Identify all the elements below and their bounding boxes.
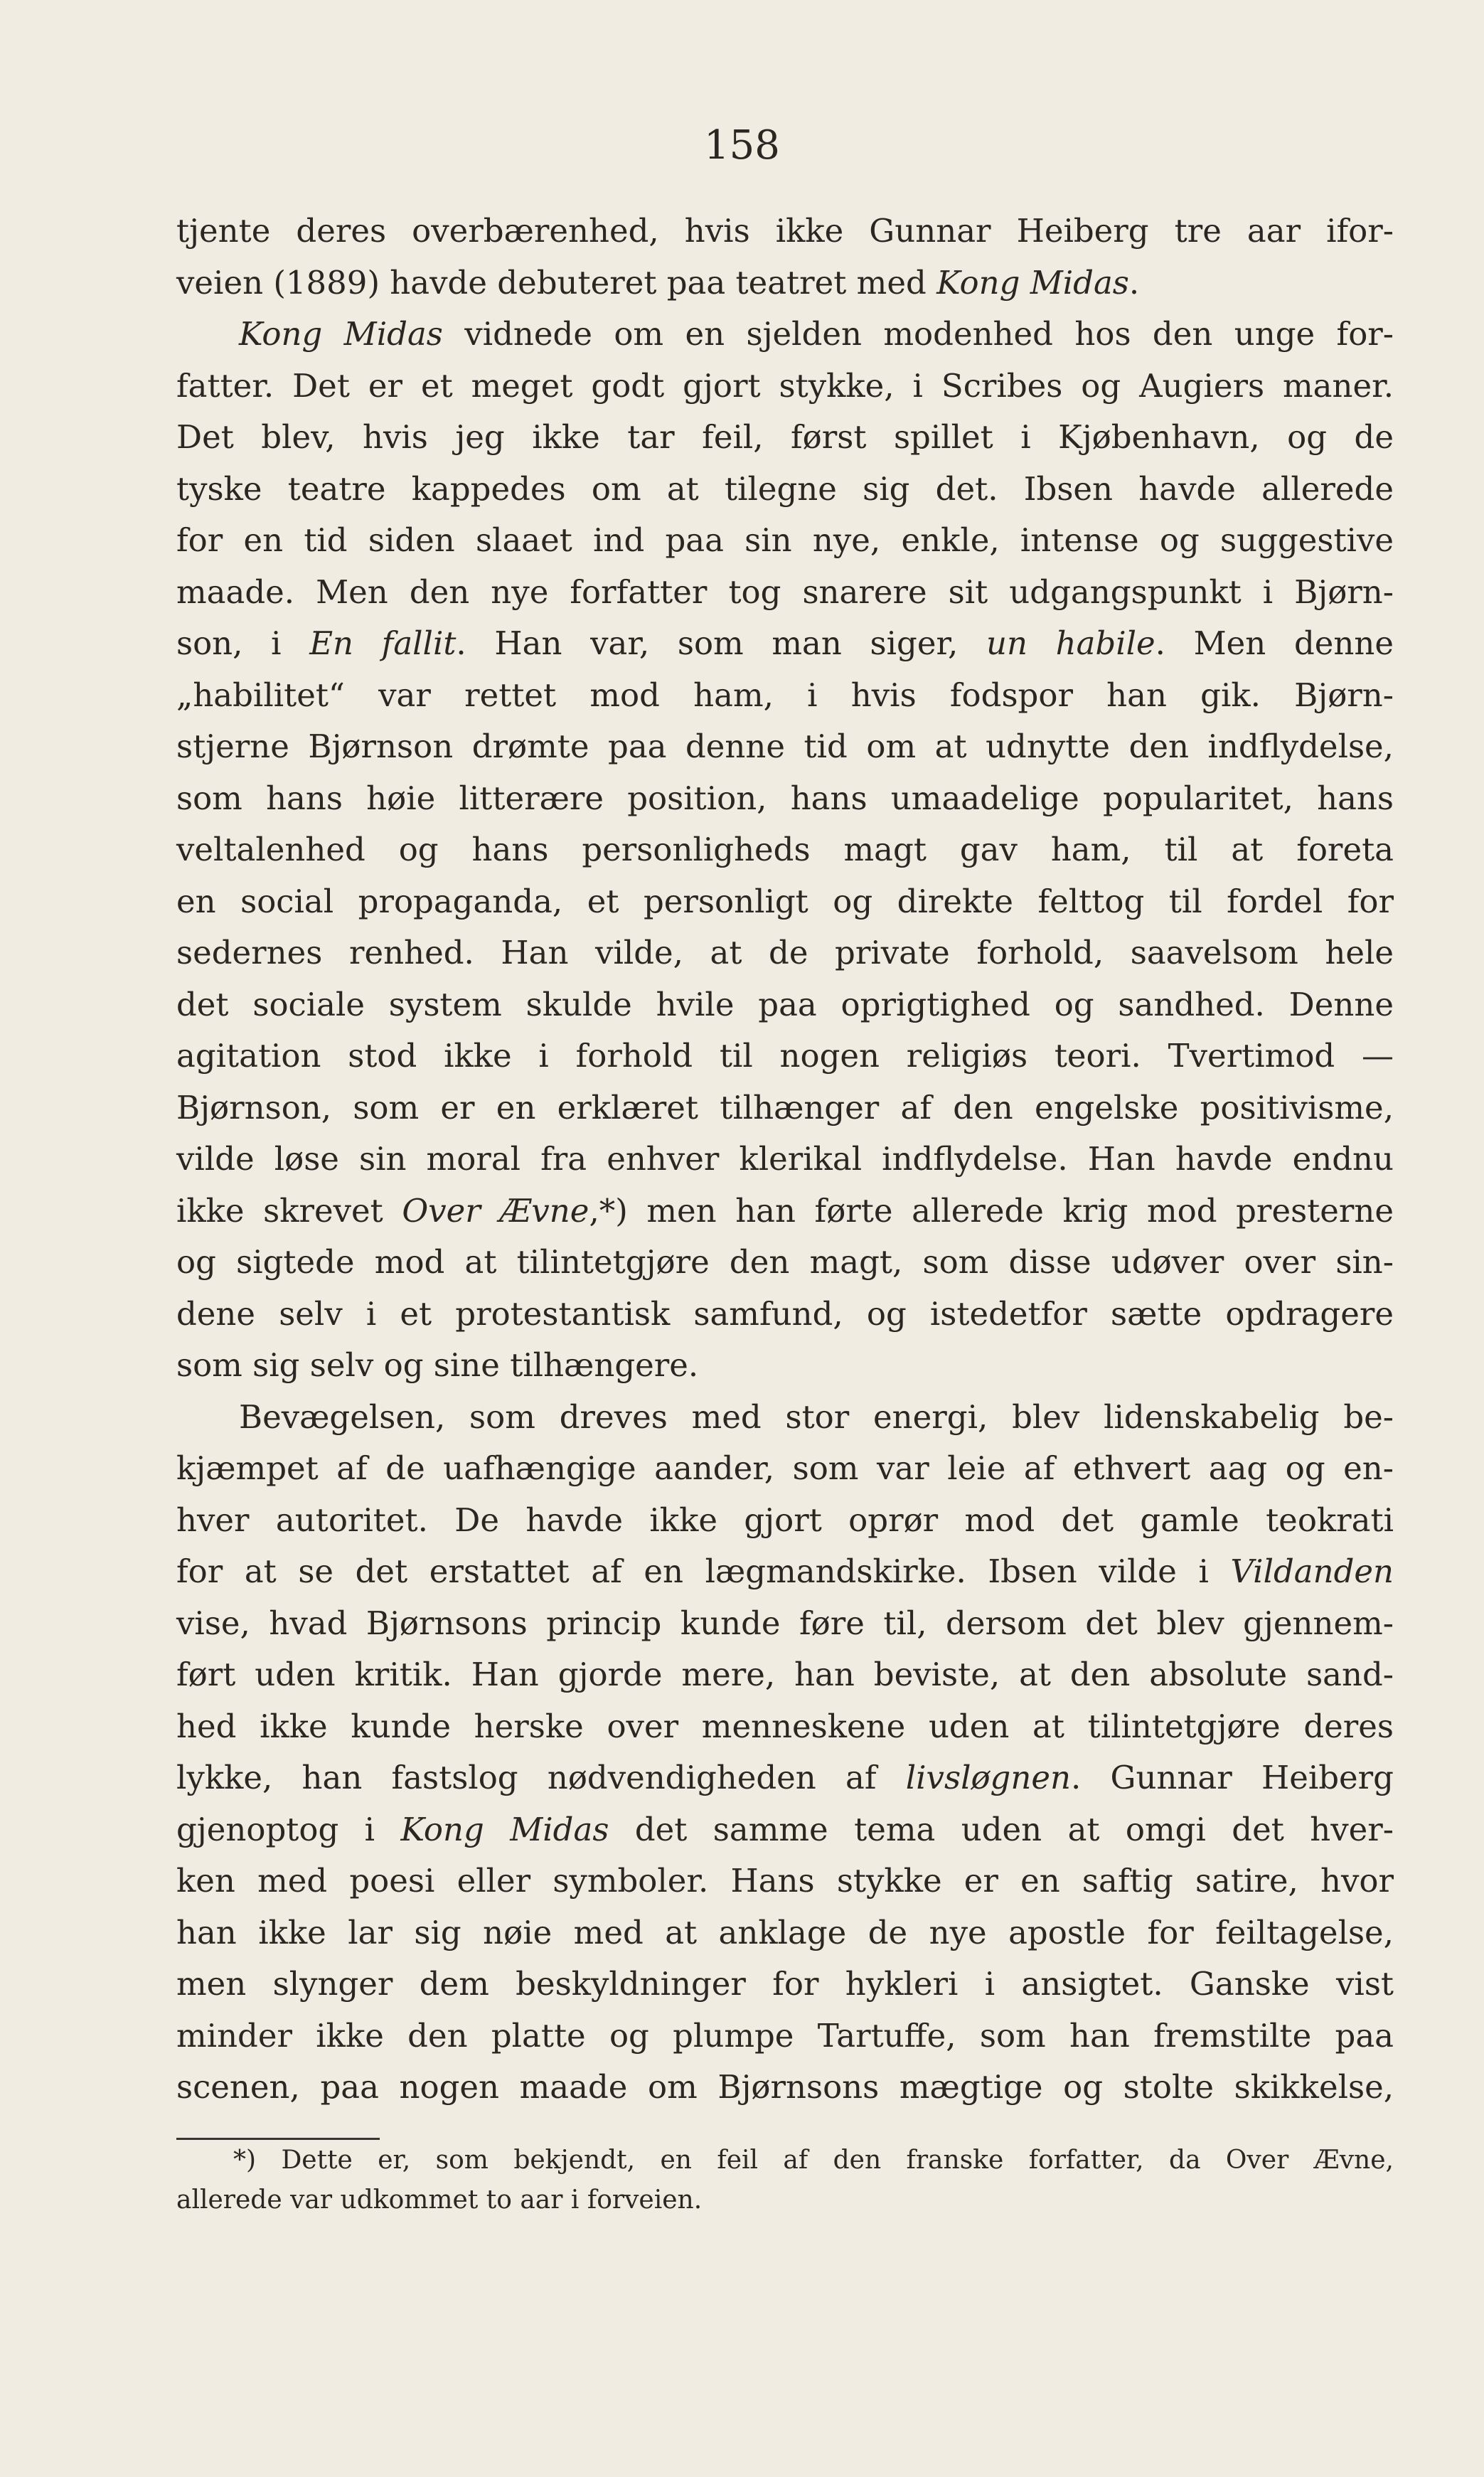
body-line: ken med poesi eller symboler. Hans stykke er en saftig satire, hvor — [176, 1862, 1394, 1900]
body-line: dene selv i et protestantisk samfund, og istedetfor sætte opdragere — [176, 1294, 1394, 1333]
body-line — [176, 309, 1394, 361]
body-line: men slynger dem beskyldninger for hykleri i ansigtet. Ganske vist — [176, 1965, 1394, 2003]
italic-title: Kong Midas — [936, 263, 1129, 302]
body-line: hed ikke kunde herske over menneskene uden at tilintetgjøre deres — [176, 1707, 1394, 1745]
footnote-line: *) Dette er, som bekjendt, en feil af den franske forfatter, da Over Ævne, — [233, 2146, 1394, 2175]
body-text-run: ikke skrevet — [176, 1191, 402, 1230]
body-line: Det blev, hvis jeg ikke tar feil, først spillet i Kjøbenhavn, og de — [176, 418, 1394, 456]
body-line: sedernes renhed. Han vilde, at de private forhold, saavelsom hele — [176, 934, 1394, 971]
body-line: han ikke lar sig nøie med at anklage de nye apostle for feiltagelse, — [176, 1913, 1394, 1951]
body-line: tjente deres overbærenhed, hvis ikke Gunnar Heiberg tre aar ifor- — [176, 212, 1394, 250]
body-text-run: veien (1889) havde debuteret paa teatret med — [176, 263, 937, 302]
body-line — [176, 1186, 1394, 1237]
body-line: hver autoritet. De havde ikke gjort oprør mod det gamle teokrati — [176, 1501, 1394, 1539]
body-text-run: . — [1128, 263, 1140, 302]
body-line: tyske teatre kappedes om at tilegne sig det. Ibsen havde allerede — [176, 469, 1394, 508]
body-line: en social propaganda, et personligt og direkte felttog til fordel for — [176, 882, 1394, 920]
body-line: Bevægelsen, som dreves med stor energi, blev lidenskabelig be- — [239, 1397, 1394, 1436]
footnote-line: allerede var udkommet to aar i forveien. — [176, 2185, 703, 2215]
italic-title: Over Ævne — [402, 1191, 589, 1230]
body-line: agitation stod ikke i forhold til nogen religiøs teori. Tvertimod — — [176, 1037, 1394, 1075]
body-line: minder ikke den platte og plumpe Tartuffe, som han fremstilte paa — [176, 2016, 1394, 2055]
body-line: som hans høie litterære position, hans umaadelige popularitet, hans — [176, 779, 1394, 817]
body-text — [176, 206, 1394, 2114]
body-text-run: ,*) men han førte allerede krig mod presterne — [589, 1191, 1394, 1230]
italic-phrase: livsløgnen — [905, 1759, 1071, 1796]
body-text-run: . Men denne — [1155, 624, 1394, 662]
body-text-run: . Han var, som man siger, — [456, 624, 986, 662]
page-number: 158 — [704, 122, 780, 169]
body-line: kjæmpet af de uafhængige aander, som var leie af ethvert aag og en- — [176, 1449, 1394, 1487]
body-line — [176, 618, 1394, 670]
body-line: ført uden kritik. Han gjorde mere, han beviste, at den absolute sand- — [176, 1656, 1394, 1693]
body-line: og sigtede mod at tilintetgjøre den magt, som disse udøver over sin- — [176, 1243, 1394, 1281]
body-line: vilde løse sin moral fra enhver klerikal indflydelse. Han havde endnu — [176, 1140, 1394, 1178]
body-text-run: for at se det erstattet af en lægmandskirke. Ibsen vilde i — [176, 1552, 1231, 1590]
body-text-run: son, i — [176, 624, 310, 662]
body-line: vise, hvad Bjørnsons princip kunde føre til, dersom det blev gjennem- — [176, 1604, 1394, 1642]
body-text-run: vidnede om en sjelden modenhed hos den unge for- — [442, 315, 1394, 353]
body-text-run: . Gunnar Heiberg — [1070, 1759, 1394, 1796]
body-line: veltalenhed og hans personligheds magt gav ham, til at foreta — [176, 831, 1394, 868]
body-text-run: gjenoptog i — [176, 1810, 401, 1848]
body-line — [176, 257, 1394, 309]
body-line: fatter. Det er et meget godt gjort stykke, i Scribes og Augiers maner. — [176, 366, 1394, 405]
italic-title: Vildanden — [1230, 1552, 1394, 1590]
body-line — [176, 1804, 1394, 1856]
footnote — [176, 2141, 1394, 2220]
body-text-run: lykke, han fastslog nødvendigheden af — [176, 1759, 906, 1796]
body-text-run: det samme tema uden at omgi det hver- — [609, 1810, 1394, 1848]
body-line: for en tid siden slaaet ind paa sin nye, enkle, intense og suggestive — [176, 521, 1394, 559]
body-line — [176, 1752, 1394, 1804]
italic-title: En fallit — [309, 624, 457, 662]
body-line: Bjørnson, som er en erklæret tilhænger af den engelske positivisme, — [176, 1088, 1394, 1126]
body-line: scenen, paa nogen maade om Bjørnsons mægtige og stolte skikkelse, — [176, 2068, 1394, 2106]
body-line: som sig selv og sine tilhængere. — [176, 1346, 699, 1384]
body-line: det sociale system skulde hvile paa oprigtighed og sandhed. Denne — [176, 985, 1394, 1023]
body-line: maade. Men den nye forfatter tog snarere sit udgangspunkt i Bjørn- — [176, 572, 1394, 611]
body-line: „habilitet“ var rettet mod ham, i hvis fodspor han gik. Bjørn- — [176, 676, 1394, 714]
body-line: stjerne Bjørnson drømte paa denne tid om at udnytte den indflydelse, — [176, 728, 1394, 765]
italic-title: Kong Midas — [239, 315, 443, 353]
body-line — [176, 1546, 1394, 1598]
italic-phrase: un habile — [986, 624, 1155, 662]
footnote-divider — [176, 2138, 380, 2140]
italic-title: Kong Midas — [400, 1810, 609, 1848]
